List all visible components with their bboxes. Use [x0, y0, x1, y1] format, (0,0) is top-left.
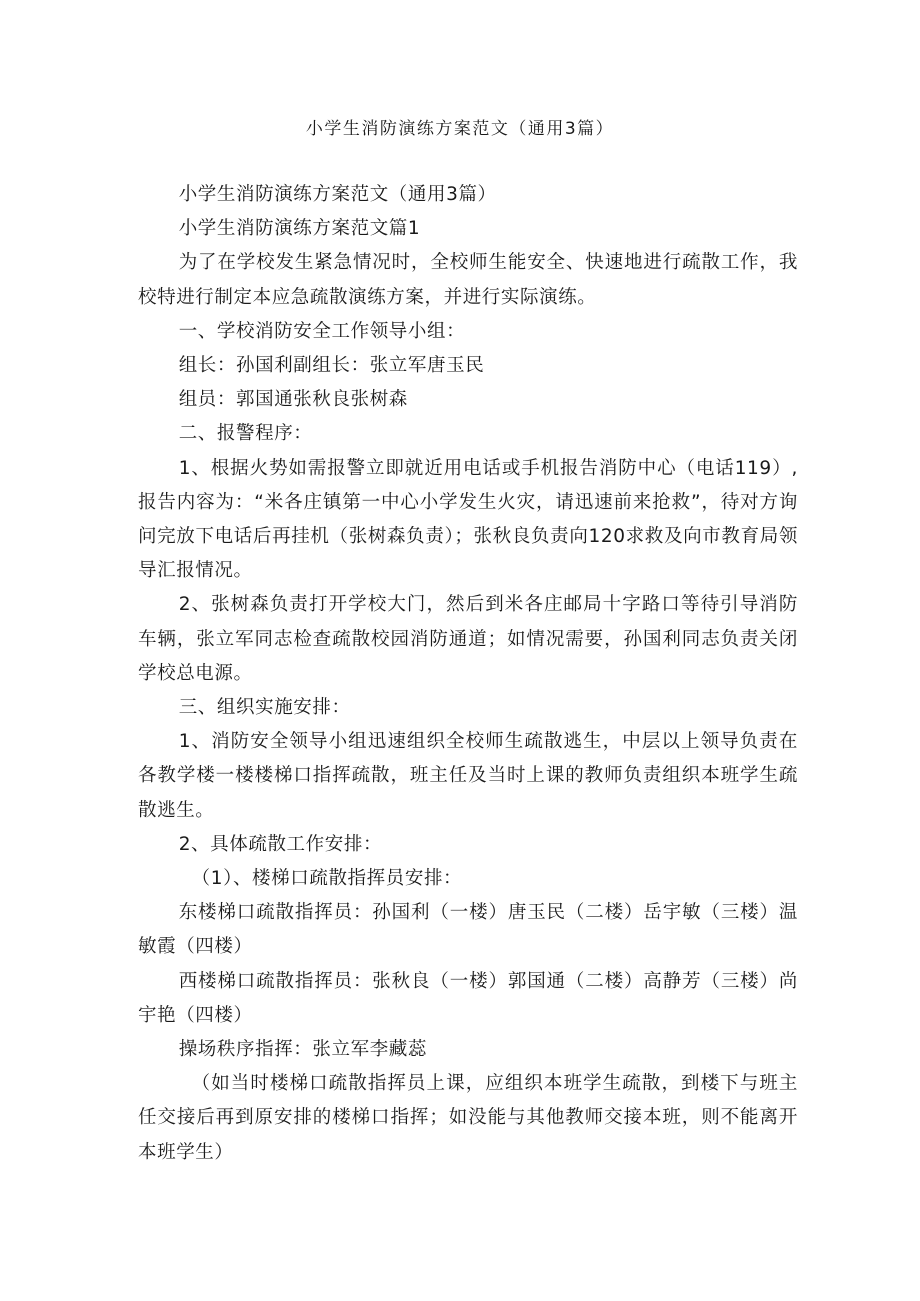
heading-alarm-procedure: 二、报警程序： — [178, 423, 313, 445]
paragraph-implementation-2: 2、具体疏散工作安排： — [178, 833, 383, 855]
paragraph-east-stairway: 东楼梯口疏散指挥员：孙国利（一楼）唐玉民（二楼）岳宇敏（三楼）温敏霞（四楼） — [138, 902, 798, 958]
paragraph-west-stairway: 西楼梯口疏散指挥员：张秋良（一楼）郭国通（二楼）高静芳（三楼）尚宇艳（四楼） — [138, 970, 798, 1026]
paragraph-group-members: 组员：郭国通张秋良张树森 — [178, 389, 408, 411]
heading-leadership-group: 一、学校消防安全工作领导小组： — [178, 320, 466, 342]
paragraph-alarm-step-2: 2、张树森负责打开学校大门，然后到米各庄邮局十字路口等待引导消防车辆，张立军同志检查疏散校园消防通道；如情况需要，孙国利同志负责关闭学校总电源。 — [138, 594, 798, 684]
document-title: 小学生消防演练方案范文（通用3篇） — [305, 119, 615, 139]
paragraph-group-leaders: 组长：孙国利副组长：张立军唐玉民 — [178, 355, 485, 377]
paragraph-playground-order: 操场秩序指挥：张立军李藏蕊 — [178, 1039, 427, 1061]
paragraph-stairway-commanders: （1）、楼梯口疏散指挥员安排： — [191, 868, 463, 890]
paragraph-implementation-1: 1、消防安全领导小组迅速组织全校师生疏散逃生，中层以上领导负责在各教学楼一楼楼梯口指挥疏散，班主任及当时上课的教师负责组织本班学生疏散逃生。 — [138, 731, 798, 821]
paragraph-alarm-step-1: 1、根据火势如需报警立即就近用电话或手机报告消防中心（电话119）,报告内容为：“米各庄镇第一中心小学发生火灾，请迅速前来抢救”，待对方询问完放下电话后再挂机（张树森负责）；张秋良负责向120求救及向市教育局领导汇报情况。 — [138, 457, 798, 582]
paragraph-intro: 为了在学校发生紧急情况时，全校师生能安全、快速地进行疏散工作，我校特进行制定本应急疏散演练方案，并进行实际演练。 — [138, 252, 798, 308]
paragraph-subtitle: 小学生消防演练方案范文（通用3篇） — [178, 184, 497, 205]
paragraph-note: （如当时楼梯口疏散指挥员上课，应组织本班学生疏散，到楼下与班主任交接后再到原安排的楼梯口指挥；如没能与其他教师交接本班，则不能离开本班学生） — [138, 1073, 798, 1163]
heading-implementation: 三、组织实施安排： — [178, 697, 351, 719]
paragraph-section-heading: 小学生消防演练方案范文篇1 — [178, 218, 421, 240]
document-body — [138, 178, 798, 1170]
